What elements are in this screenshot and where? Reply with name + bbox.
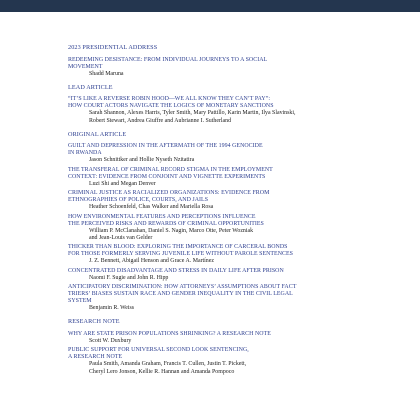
article-title-line: PUBLIC SUPPORT FOR UNIVERSAL SECOND LOOK SENTENCING, [68,347,249,354]
toc-entry[interactable] [68,284,384,312]
author-line: Scott W. Duxbury [89,337,132,344]
article-title-line: FOR THOSE FORMERLY SERVING JUVENILE LIFE WITHOUT PAROLE SENTENCES [68,251,293,258]
author-line: Naomi F. Sugie and John R. Hipp [89,274,169,281]
article-title[interactable] [68,284,384,305]
article-title-line: THICKER THAN BLOOD: EXPLORING THE IMPORTANCE OF CARCERAL BONDS [68,244,288,251]
author-line: Paula Smith, Amanda Graham, Francis T. Cullen, Justin T. Pickett, [89,361,247,368]
article-title-line: HOW COURT ACTORS NAVIGATE THE LOGICS OF MONETARY SANCTIONS [68,103,274,110]
article-authors [89,204,384,211]
article-authors [89,110,384,124]
section-heading: ORIGINAL ARTICLE [68,130,127,138]
author-line: J. Z. Bennett, Abigail Henson and Grace A. Martínez [89,258,214,265]
author-line: Cheryl Lero Jonson, Kellie R. Hannan and Amanda Pompoco [89,368,235,375]
article-title-line: “IT’S LIKE A REVERSE ROBIN HOOD—WE ALL KNOW THEY CAN’T PAY”: [68,96,271,103]
article-authors [89,305,384,312]
author-line: Robert Stewart, Andrea Giuffre and Aubrianne I. Sutherland [89,117,232,124]
article-title[interactable] [68,167,384,181]
section-heading: LEAD ARTICLE [68,83,113,91]
article-title-line: REDEEMING DESISTANCE: FROM INDIVIDUAL JOURNEYS TO A SOCIAL [68,56,268,63]
section-heading: RESEARCH NOTE [68,318,120,326]
article-title-line: THE TRANSFERAL OF CRIMINAL RECORD STIGMA IN THE EMPLOYMENT [68,166,273,173]
toc-entry[interactable] [68,143,384,164]
article-title-line: ETHNOGRAPHIES OF POLICE, COURTS, AND JAILS [68,197,209,204]
article-title-line: A RESEARCH NOTE [68,354,123,361]
article-authors [89,275,384,282]
article-title[interactable] [68,57,384,71]
toc-entry[interactable] [68,347,384,375]
article-title-line: GUILT AND DEPRESSION IN THE AFTERMATH OF THE 1994 GENOCIDE [68,143,263,150]
article-title-line: HOW ENVIRONMENTAL FEATURES AND PERCEPTIONS INFLUENCE [68,213,256,220]
article-title[interactable] [68,96,384,110]
article-title-line: WHY ARE STATE PRISON POPULATIONS SHRINKING? A RESEARCH NOTE [68,330,271,337]
article-authors [89,228,384,242]
article-authors [89,258,384,265]
article-title-line: SYSTEM [68,298,92,305]
toc-entry[interactable] [68,96,384,124]
article-title-line: IN RWANDA [68,150,102,157]
toc-entry[interactable] [68,214,384,242]
article-title-line: CONCENTRATED DISADVANTAGE AND STRESS IN DAILY LIFE AFTER PRISON [68,267,284,274]
article-authors [89,181,384,188]
article-title[interactable] [68,244,384,258]
toc-entry[interactable] [68,331,384,345]
author-line: Luzi Shi and Megan Denver [89,180,156,187]
table-of-contents [0,44,420,378]
author-line: Jason Schnittker and Hollie Nyseth Nzitatira [89,157,195,164]
article-title[interactable] [68,347,384,361]
toc-entry[interactable] [68,244,384,265]
article-title-line: TRIERS’ BIASES SUSTAIN RACE AND GENDER INEQUALITY IN THE CIVIL LEGAL [68,291,293,298]
article-title-line: MOVEMENT [68,63,103,70]
article-title-line: THE PERCEIVED RISKS AND REWARDS OF CRIMINAL OPPORTUNITIES [68,220,264,227]
toc-entry[interactable] [68,57,384,78]
author-line: and Jean-Louis van Gelder [89,234,153,241]
article-title[interactable] [68,143,384,157]
article-authors [89,361,384,375]
section-heading: 2023 PRESIDENTIAL ADDRESS [68,44,158,51]
author-line: Shadd Maruna [89,70,124,77]
article-title[interactable] [68,268,384,275]
author-line: William P. McClanahan, Daniel S. Nagin, Marco Otte, Peter Wozniak [89,227,254,234]
article-authors [89,157,384,164]
article-title[interactable] [68,331,384,338]
toc-entry[interactable] [68,190,384,211]
author-line: Heather Schoenfeld, Chas Walker and Mariella Rosa [89,204,214,211]
article-title[interactable] [68,190,384,204]
author-line: Sarah Shannon, Alexes Harris, Tyler Smith, Mary Pattillo, Karin Martin, Ilya Slavinski, [89,110,296,117]
article-authors [89,71,384,78]
header-band [0,0,420,12]
toc-entry[interactable] [68,268,384,282]
author-line: Benjamin R. Weiss [89,305,135,312]
article-authors [89,338,384,345]
article-title-line: CRIMINAL JUSTICE AS RACIALIZED ORGANIZATIONS: EVIDENCE FROM [68,190,270,197]
article-title-line: ANTICIPATORY DISCRIMINATION: HOW ATTORNEYS’ ASSUMPTIONS ABOUT FACT [68,283,297,290]
article-title-line: CONTEXT: EVIDENCE FROM CONJOINT AND VIGNETTE EXPERIMENTS [68,173,266,180]
toc-entry[interactable] [68,167,384,188]
article-title[interactable] [68,214,384,228]
